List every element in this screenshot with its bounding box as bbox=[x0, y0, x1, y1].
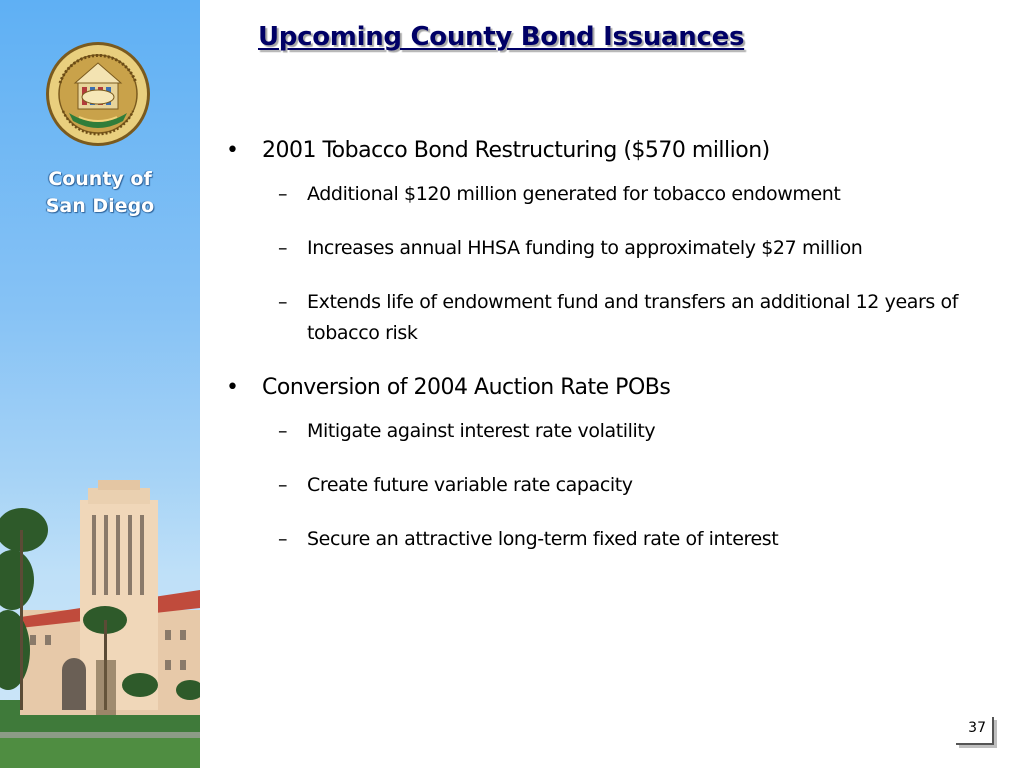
dash-icon: – bbox=[278, 291, 288, 313]
bullet-text: 2001 Tobacco Bond Restructuring ($570 million) bbox=[262, 138, 770, 163]
county-name-line1: County of bbox=[48, 168, 152, 190]
sub-bullet-item bbox=[226, 179, 996, 210]
slide-content bbox=[226, 135, 996, 578]
dash-icon: – bbox=[278, 237, 288, 259]
sub-bullet-item bbox=[226, 470, 996, 501]
bullet-text: Conversion of 2004 Auction Rate POBs bbox=[262, 375, 671, 400]
bullet-item bbox=[226, 372, 996, 404]
county-name bbox=[0, 166, 200, 220]
page-number-box bbox=[956, 717, 994, 745]
sidebar-panel bbox=[0, 0, 200, 768]
sub-bullet-item bbox=[226, 524, 996, 555]
page-number: 37 bbox=[968, 720, 986, 736]
dash-icon: – bbox=[278, 420, 288, 442]
sub-bullet-text: Secure an attractive long-term fixed rate of interest bbox=[307, 528, 779, 550]
sub-bullet-item bbox=[226, 233, 996, 264]
sub-bullet-item bbox=[226, 416, 996, 447]
bullet-icon: • bbox=[226, 138, 239, 163]
county-name-line2: San Diego bbox=[45, 195, 155, 217]
dash-icon: – bbox=[278, 528, 288, 550]
county-building-photo bbox=[0, 470, 200, 768]
county-seal-icon bbox=[45, 41, 151, 147]
sub-bullet-text: Mitigate against interest rate volatility bbox=[307, 420, 656, 442]
sub-bullet-text: Create future variable rate capacity bbox=[307, 474, 633, 496]
sub-bullet-item bbox=[226, 287, 996, 349]
bullet-icon: • bbox=[226, 375, 239, 400]
dash-icon: – bbox=[278, 474, 288, 496]
bullet-item bbox=[226, 135, 996, 167]
sub-bullet-text: Additional $120 million generated for tobacco endowment bbox=[307, 183, 841, 205]
dash-icon: – bbox=[278, 183, 288, 205]
sub-bullet-text: Extends life of endowment fund and transfers an additional 12 years of tobacco risk bbox=[307, 291, 959, 344]
sub-bullet-text: Increases annual HHSA funding to approximately $27 million bbox=[307, 237, 863, 259]
slide-title: Upcoming County Bond Issuances bbox=[258, 22, 745, 52]
